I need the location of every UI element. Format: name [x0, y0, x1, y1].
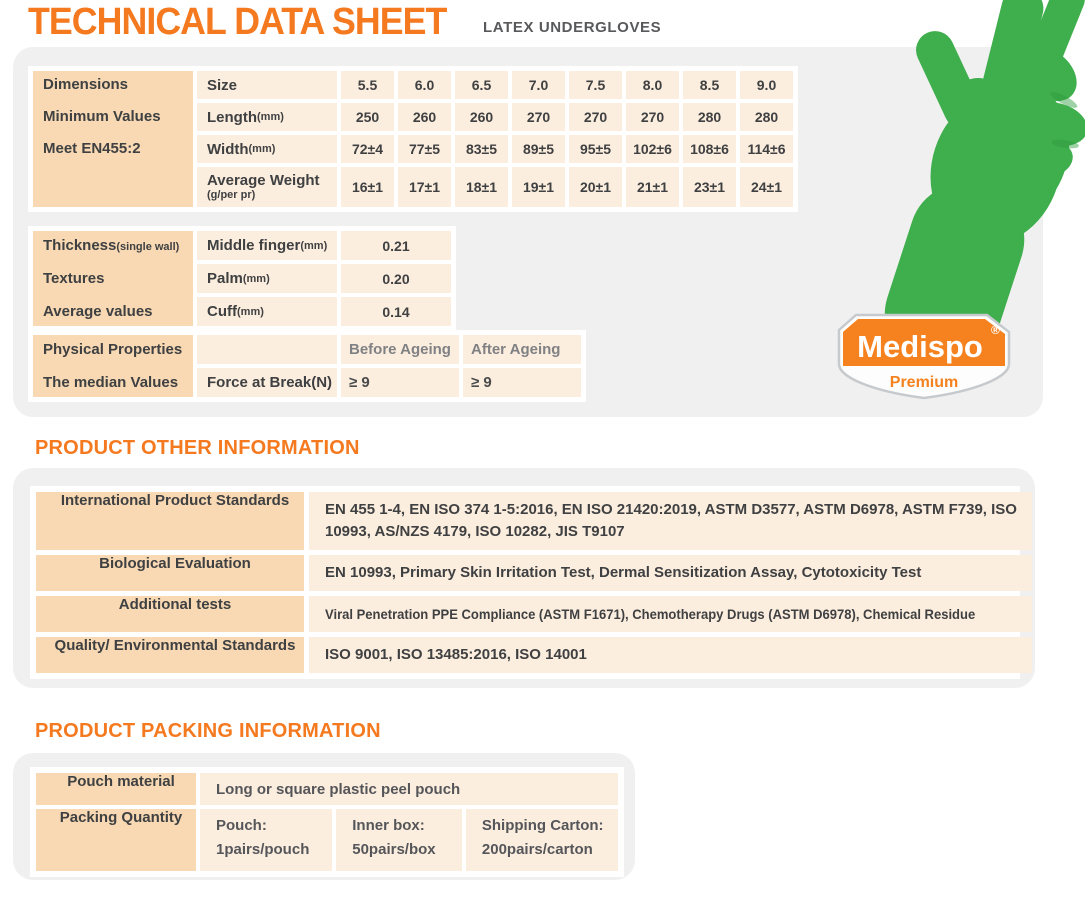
additional-tests-label: Additional tests — [36, 596, 304, 632]
page-subtitle: LATEX UNDERGLOVES — [483, 19, 662, 36]
width-label: Width (mm) — [197, 135, 337, 163]
width-value: 89±5 — [512, 135, 565, 163]
length-value: 280 — [740, 103, 793, 131]
quality-standards-label: Quality/ Environmental Standards — [36, 637, 304, 673]
packing-information-heading: PRODUCT PACKING INFORMATION — [35, 720, 381, 742]
average-weight-value: 19±1 — [512, 167, 565, 207]
length-value: 270 — [569, 103, 622, 131]
dimensions-table — [28, 66, 798, 212]
length-value: 260 — [398, 103, 451, 131]
inner-box-quantity: Inner box: 50pairs/box — [336, 809, 462, 871]
intl-standards-value: EN 455 1-4, EN ISO 374 1-5:2016, EN ISO 21420:2019, ASTM D3577, ASTM D6978, ASTM F739, ISO 10993, AS/NZS 4179, ISO 10282, JIS T9107 — [309, 492, 1032, 550]
force-at-break-label: Force at Break(N) — [197, 368, 337, 397]
force-after-value: ≥ 9 — [463, 368, 581, 397]
additional-tests-value: Viral Penetration PPE Compliance (ASTM F1671), Chemotherapy Drugs (ASTM D6978), Chemical Residue — [309, 596, 1032, 632]
biological-evaluation-label: Biological Evaluation — [36, 555, 304, 591]
average-weight-value: 24±1 — [740, 167, 793, 207]
before-ageing-header: Before Ageing — [341, 335, 459, 364]
dimensions-row-header: Dimensions Minimum Values Meet EN455:2 — [33, 71, 193, 207]
middle-finger-value: 0.21 — [341, 231, 451, 260]
cuff-value: 0.14 — [341, 297, 451, 326]
width-value: 114±6 — [740, 135, 793, 163]
size-value: 8.5 — [683, 71, 736, 99]
green-glove-image — [818, 0, 1085, 340]
length-value: 250 — [341, 103, 394, 131]
other-information-heading: PRODUCT OTHER INFORMATION — [35, 437, 360, 459]
length-value: 270 — [626, 103, 679, 131]
logo-registered-icon: ® — [991, 323, 1000, 337]
average-weight-value: 18±1 — [455, 167, 508, 207]
cuff-label: Cuff (mm) — [197, 297, 337, 326]
other-information-table — [30, 486, 1020, 679]
logo-brand-text: Medispo — [857, 329, 983, 364]
length-value: 260 — [455, 103, 508, 131]
palm-value: 0.20 — [341, 264, 451, 293]
average-weight-value: 16±1 — [341, 167, 394, 207]
width-value: 83±5 — [455, 135, 508, 163]
page-title: TECHNICAL DATA SHEET — [28, 1, 447, 43]
size-value: 8.0 — [626, 71, 679, 99]
width-value: 102±6 — [626, 135, 679, 163]
width-value: 95±5 — [569, 135, 622, 163]
width-value: 108±6 — [683, 135, 736, 163]
size-value: 7.0 — [512, 71, 565, 99]
average-weight-value: 17±1 — [398, 167, 451, 207]
after-ageing-header: After Ageing — [463, 335, 581, 364]
shipping-carton-quantity: Shipping Carton: 200pairs/carton — [466, 809, 618, 871]
size-value: 7.5 — [569, 71, 622, 99]
pouch-material-label: Pouch material — [36, 773, 196, 805]
packing-quantity-label: Packing Quantity — [36, 809, 196, 871]
length-value: 270 — [512, 103, 565, 131]
force-before-value: ≥ 9 — [341, 368, 459, 397]
width-value: 77±5 — [398, 135, 451, 163]
size-value: 6.5 — [455, 71, 508, 99]
size-label: Size — [197, 71, 337, 99]
logo-tier-text: Premium — [889, 374, 959, 391]
physical-row-header: Physical Properties The median Values — [33, 335, 193, 397]
average-weight-value: 21±1 — [626, 167, 679, 207]
packing-quantity-values — [200, 809, 618, 871]
size-value: 6.0 — [398, 71, 451, 99]
packing-table — [30, 767, 624, 877]
length-label: Length (mm) — [197, 103, 337, 131]
palm-label: Palm (mm) — [197, 264, 337, 293]
middle-finger-label: Middle finger (mm) — [197, 231, 337, 260]
average-weight-value: 20±1 — [569, 167, 622, 207]
physical-properties-table — [28, 330, 586, 402]
average-weight-value: 23±1 — [683, 167, 736, 207]
size-value: 9.0 — [740, 71, 793, 99]
length-value: 280 — [683, 103, 736, 131]
quality-standards-value: ISO 9001, ISO 13485:2016, ISO 14001 — [309, 637, 1032, 673]
thickness-table — [28, 226, 456, 331]
average-weight-label: Average Weight (g/per pr) — [197, 167, 337, 207]
pouch-quantity: Pouch: 1pairs/pouch — [200, 809, 332, 871]
intl-standards-label: International Product Standards — [36, 492, 304, 550]
pouch-material-value: Long or square plastic peel pouch — [200, 773, 618, 805]
medispo-logo — [828, 312, 1020, 404]
size-value: 5.5 — [341, 71, 394, 99]
width-value: 72±4 — [341, 135, 394, 163]
biological-evaluation-value: EN 10993, Primary Skin Irritation Test, Dermal Sensitization Assay, Cytotoxicity Test — [309, 555, 1032, 591]
empty-cell — [197, 335, 337, 364]
thickness-row-header: Thickness(single wall) Textures Average values — [33, 231, 193, 326]
